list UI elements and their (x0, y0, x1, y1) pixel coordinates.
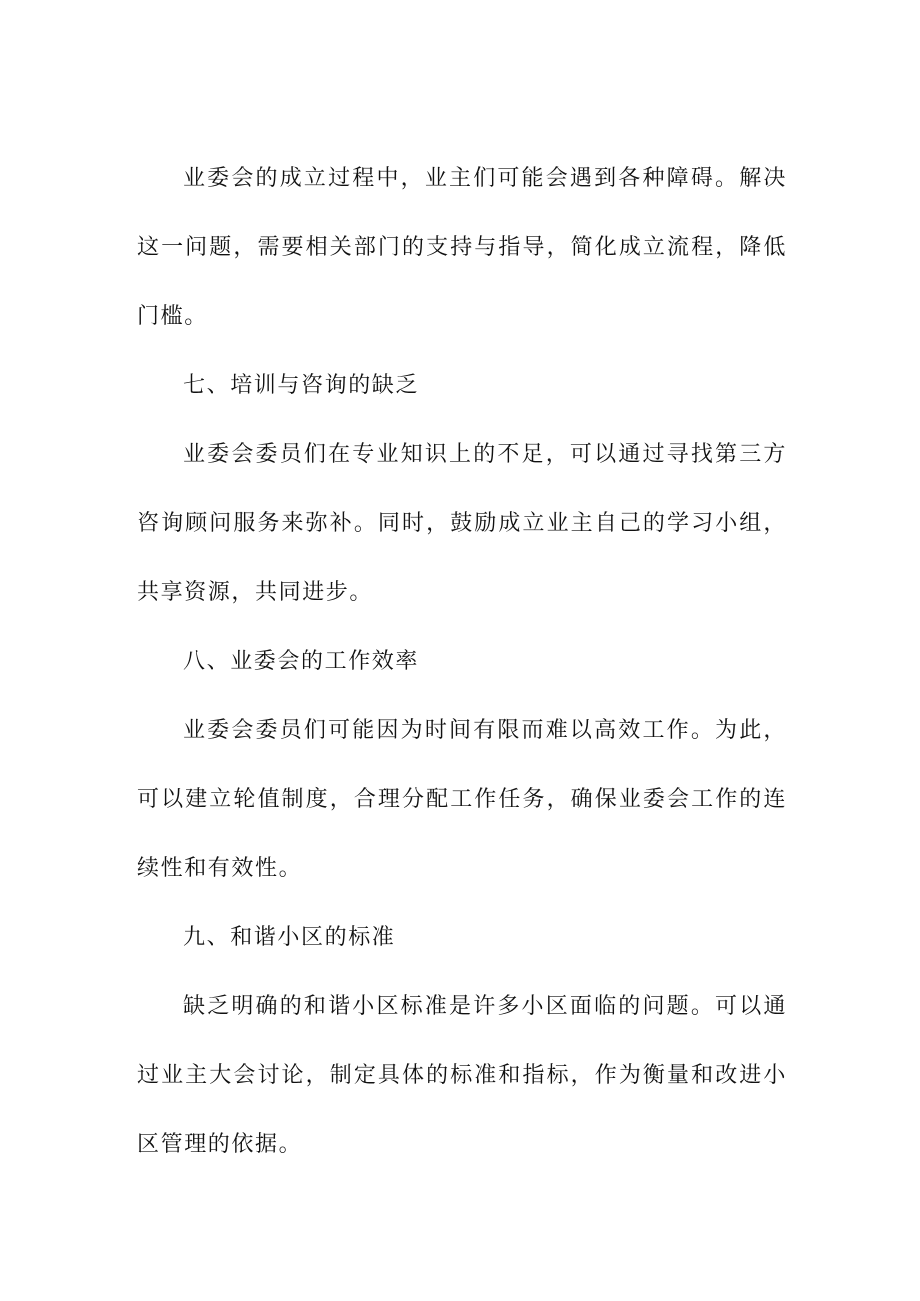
paragraph-standards: 缺乏明确的和谐小区标准是许多小区面临的问题。可以通过业主大会讨论，制定具体的标准和指标，作为衡量和改进小区管理的依据。 (137, 994, 787, 1157)
paragraph-training: 业委会委员们在专业知识上的不足，可以通过寻找第三方咨询顾问服务来弥补。同时，鼓励成立业主自己的学习小组，共享资源，共同进步。 (137, 442, 787, 605)
section-heading-training: 七、培训与咨询的缺乏 (183, 373, 420, 398)
paragraph-formation-obstacles: 业委会的成立过程中，业主们可能会遇到各种障碍。解决这一问题，需要相关部门的支持与指导，简化成立流程，降低门槛。 (137, 166, 787, 329)
document-body (137, 144, 787, 1179)
section-heading-efficiency: 八、业委会的工作效率 (183, 649, 420, 674)
section-heading-standards: 九、和谐小区的标准 (183, 925, 396, 950)
paragraph-efficiency: 业委会委员们可能因为时间有限而难以高效工作。为此，可以建立轮值制度，合理分配工作任务，确保业委会工作的连续性和有效性。 (137, 718, 787, 881)
